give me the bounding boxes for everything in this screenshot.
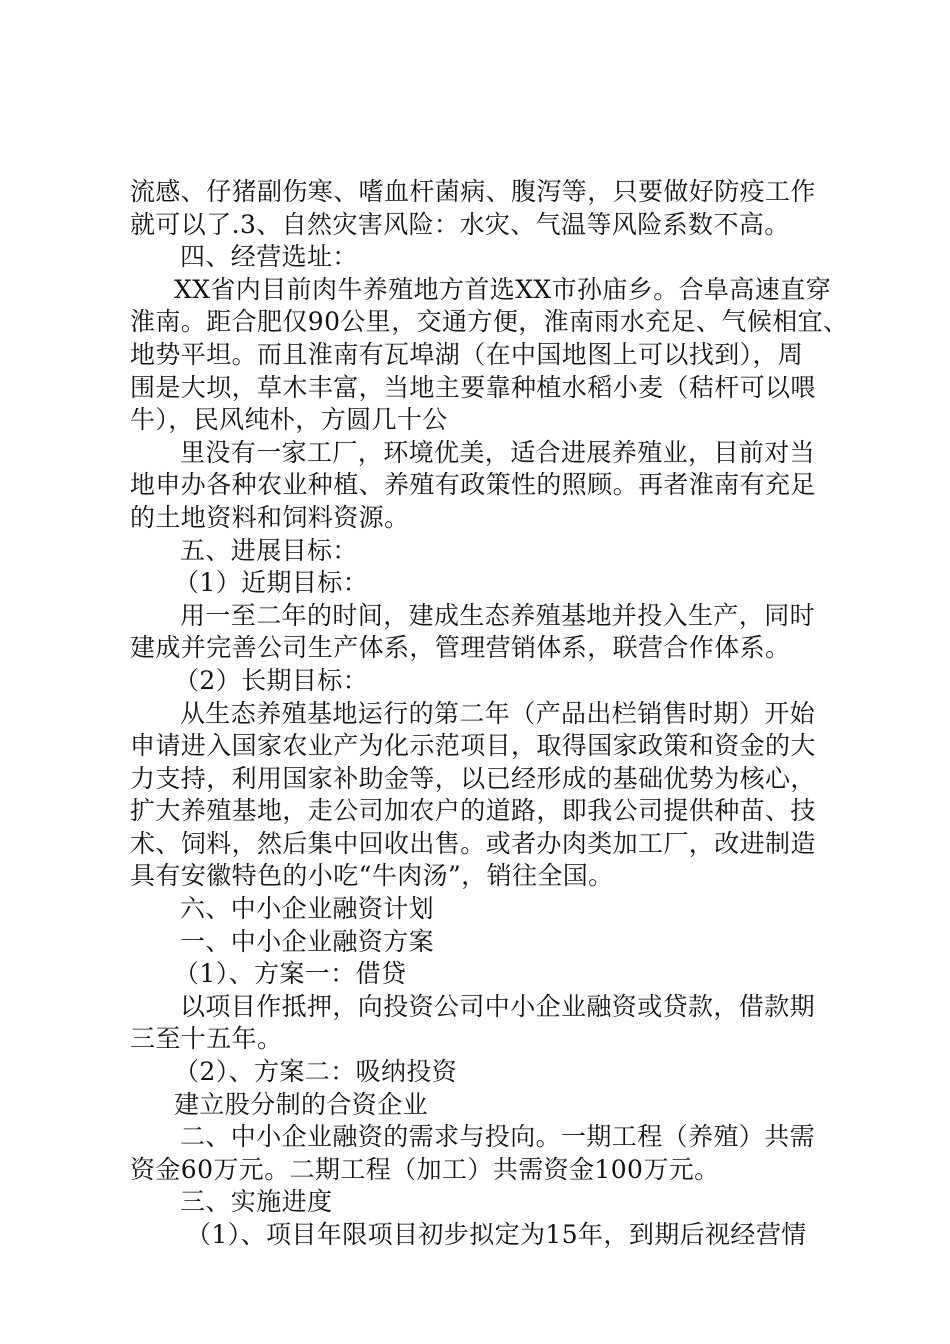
text-line: 围是大坝，草木丰富，当地主要靠种植水稻小麦（秸杆可以喂 [130, 372, 816, 402]
subsection-heading: （1）近期目标： [174, 568, 369, 598]
text-line: 建成并完善公司生产体系，管理营销体系，联营合作体系。 [130, 633, 791, 663]
text-line: 以项目作抵押，向投资公司中小企业融资或贷款，借款期 [180, 991, 816, 1021]
text-line: 力支持，利用国家补助金等，以已经形成的基础优势为核心， [130, 763, 816, 793]
text-line: 具有安徽特色的小吃“牛肉汤”，销往全国。 [130, 861, 614, 891]
subsection-heading: （2）、方案二：吸纳投资 [174, 1057, 458, 1087]
text-line: 申请进入国家农业产为化示范项目，取得国家政策和资金的大 [130, 731, 816, 761]
text-line: 就可以了.3、自然灾害风险：水灾、气温等风险系数不高。 [130, 209, 790, 239]
section-heading: 四、经营选址： [180, 242, 358, 272]
text-line: 资金60万元。二期工程（加工）共需资金100万元。 [130, 1154, 720, 1184]
text-line: 地申办各种农业种植、养殖有政策性的照顾。再者淮南有充足 [130, 470, 816, 500]
section-heading: 一、中小企业融资方案 [180, 926, 435, 956]
text-line: XX省内目前肉牛养殖地方首选XX市孙庙乡。合阜高速直穿 [174, 274, 831, 304]
section-heading: 三、实施进度 [180, 1187, 333, 1217]
text-line: 术、饲料，然后集中回收出售。或者办肉类加工厂，改进制造 [130, 828, 816, 858]
text-line: 三至十五年。 [130, 1024, 283, 1054]
text-line: 用一至二年的时间，建成生态养殖基地并投入生产，同时 [180, 600, 816, 630]
text-line: 流感、仔猪副伤寒、嗜血杆菌病、腹泻等，只要做好防疫工作 [130, 177, 816, 206]
text-line: 的土地资料和饲料资源。 [130, 502, 410, 532]
document-body [130, 176, 850, 1252]
subsection-heading: （2）长期目标： [174, 665, 369, 695]
text-line: 建立股分制的合资企业 [174, 1089, 429, 1119]
text-line: 淮南。距合肥仅90公里，交通方便，淮南雨水充足、气候相宜、 [130, 307, 849, 337]
text-line: 里没有一家工厂，环境优美，适合进展养殖业，目前对当 [180, 437, 816, 467]
text-line: 扩大养殖基地，走公司加农户的道路，即我公司提供种苗、技 [130, 796, 816, 826]
section-heading: 六、中小企业融资计划 [180, 894, 435, 924]
text-line: 牛），民风纯朴，方圆几十公 [130, 405, 448, 435]
text-line: 地势平坦。而且淮南有瓦埠湖（在中国地图上可以找到），周 [130, 339, 804, 369]
text-line: 从生态养殖基地运行的第二年（产品出栏销售时期）开始 [180, 698, 816, 728]
subsection-heading: （1）、方案一：借贷 [174, 959, 407, 989]
text-line: 二、中小企业融资的需求与投向。一期工程（养殖）共需 [180, 1122, 816, 1152]
text-line: （1）、项目年限项目初步拟定为15年，到期后视经营情 [186, 1220, 807, 1249]
section-heading: 五、进展目标： [180, 535, 358, 565]
